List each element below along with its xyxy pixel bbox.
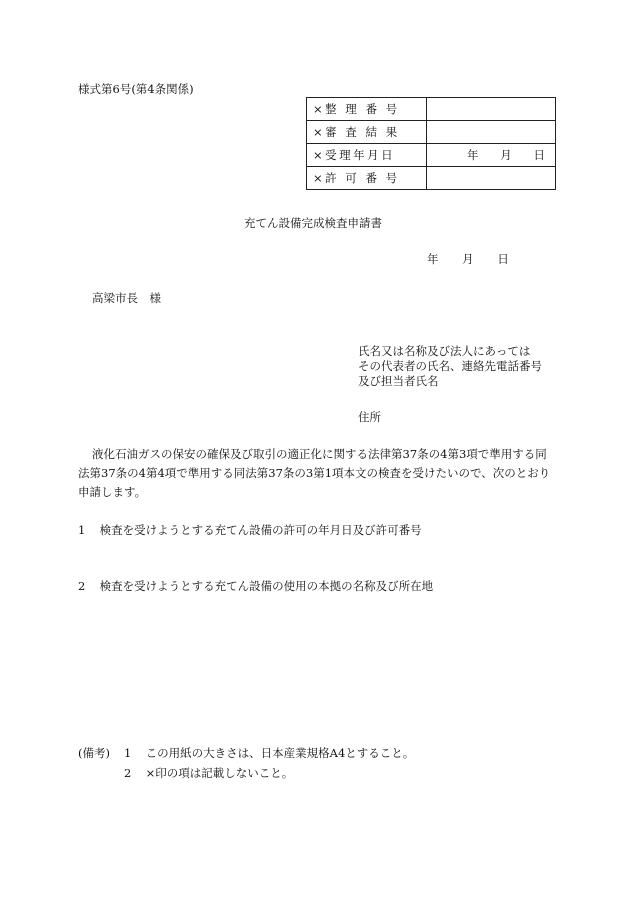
- applicant-name-label-cont: 及び担当者氏名: [358, 374, 439, 388]
- receipt-date-cell: [427, 144, 556, 167]
- body-text: 法第37条の4第4項で準用する同法第37条の3第1項本文の検査を受けたいので、次のとおり: [78, 466, 551, 480]
- applicant-name-label-cont: その代表者の氏名、連絡先電話番号: [358, 359, 542, 373]
- item-number: 1: [78, 523, 86, 537]
- review-result-label: ×審 査 結 果: [307, 121, 427, 144]
- table-row: [307, 98, 556, 121]
- note-text: ×印の項は記載しないこと。: [145, 766, 294, 780]
- body-text: 液化石油ガスの保安の確保及び取引の適正化に関する法律第37条の4第3項で準用する同: [92, 447, 547, 461]
- note-item: [124, 745, 414, 761]
- item-text: 検査を受けようとする充てん設備の許可の年月日及び許可番号: [99, 523, 422, 537]
- note-item: [124, 765, 293, 781]
- note-number: 1: [124, 746, 132, 760]
- notes-label: (備考): [78, 746, 110, 760]
- permit-number-cell: [427, 167, 556, 190]
- note-number: 2: [124, 766, 132, 780]
- day-label: 日: [533, 148, 545, 162]
- applicant-name-label: 氏名又は名称及び法人にあっては: [358, 344, 531, 358]
- note-text: この用紙の大きさは、日本産業規格A4とすること。: [145, 746, 415, 760]
- item-text: 検査を受けようとする充てん設備の使用の本拠の名称及び所在地: [99, 579, 434, 593]
- applicant-address-label: 住所: [358, 410, 381, 424]
- day-label: 日: [497, 252, 509, 266]
- body-text: 申請します。: [78, 485, 147, 499]
- document-title: 充てん設備完成検査申請書: [244, 216, 382, 230]
- permit-number-label: ×許 可 番 号: [307, 167, 427, 190]
- reference-number-cell: [427, 98, 556, 121]
- receipt-date-label: ×受理年月日: [307, 144, 427, 167]
- month-label: 月: [500, 148, 512, 162]
- table-row: [307, 121, 556, 144]
- office-use-table: [306, 97, 556, 190]
- review-result-cell: [427, 121, 556, 144]
- submission-date: [427, 251, 509, 267]
- form-number: 様式第6号(第4条関係): [78, 82, 194, 96]
- list-item: [78, 522, 422, 538]
- reference-number-label: ×整 理 番 号: [307, 98, 427, 121]
- year-label: 年: [467, 148, 479, 162]
- table-row: [307, 167, 556, 190]
- year-label: 年: [427, 252, 439, 266]
- item-number: 2: [78, 579, 86, 593]
- list-item: [78, 578, 433, 594]
- addressee: 高梁市長 様: [92, 291, 161, 305]
- month-label: 月: [462, 252, 474, 266]
- table-row: [307, 144, 556, 167]
